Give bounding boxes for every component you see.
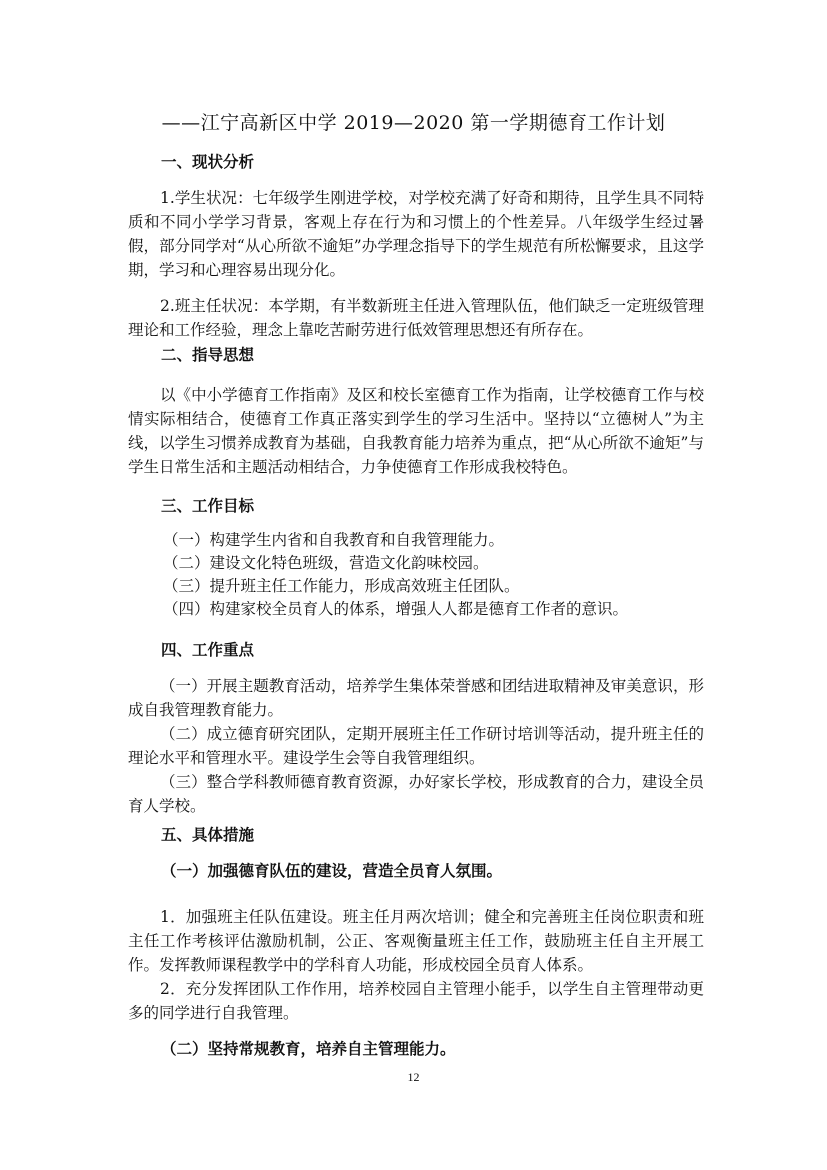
list-item: （三）提升班主任工作能力，形成高效班主任团队。 <box>163 577 520 595</box>
subsection-heading-team: （一）加强德育队伍的建设，营造全员育人氛围。 <box>161 861 503 880</box>
paragraph: 1．加强班主任队伍建设。班主任月两次培训；健全和完善班主任岗位职责和班主任工作考核评估激励机制，公正、客观衡量班主任工作，鼓励班主任自主开展工作。发挥教师课程教学中的学科育人功能，形成校园全员育人体系。 <box>128 908 704 974</box>
paragraph: （二）成立德育研究团队，定期开展班主任工作研讨培训等活动，提升班主任的理论水平和管理水平。建设学生会等自我管理组织。 <box>128 725 704 767</box>
list-item: （四）构建家校全员育人的体系，增强人人都是德育工作者的意识。 <box>163 600 629 618</box>
section-heading-status: 一、现状分析 <box>161 152 255 171</box>
paragraph: 1.学生状况：七年级学生刚进学校，对学校充满了好奇和期待，且学生具不同特质和不同小学学习背景，客观上存在行为和习惯上的个性差异。八年级学生经过暑假，部分同学对“从心所欲不逾矩”办学理念指导下的学生规范有所松懈要求，且这学期，学习和心理容易出现分化。 <box>128 189 704 279</box>
paragraph: 2．充分发挥团队工作作用，培养校园自主管理小能手，以学生自主管理带动更多的同学进行自我管理。 <box>128 980 704 1022</box>
subsection-body-team <box>128 905 704 1025</box>
paragraph: （一）开展主题教育活动，培养学生集体荣誉感和团结进取精神及审美意识，形成自我管理教育能力。 <box>128 677 704 719</box>
list-item: （一）构建学生内省和自我教育和自我管理能力。 <box>163 531 505 549</box>
section-body-focus <box>128 674 704 818</box>
paragraph: 以《中小学德育工作指南》及区和校长室德育工作为指南，让学校德育工作与校情实际相结合，使德育工作真正落实到学生的学习生活中。坚持以“立德树人”为主线，以学生习惯养成教育为基础，自我教育能力培养为重点，把“从心所欲不逾矩”与学生日常生活和主题活动相结合，力争使德育工作形成我校特色。 <box>128 386 704 476</box>
section-body-goals <box>128 529 704 621</box>
document-title: ——江宁高新区中学 2019—2020 第一学期德育工作计划 <box>161 112 666 134</box>
section-body-guiding-thought <box>128 383 704 479</box>
paragraph: 2.班主任状况：本学期，有半数新班主任进入管理队伍，他们缺乏一定班级管理理论和工作经验，理念上靠吃苦耐劳进行低效管理思想还有所存在。 <box>128 297 704 339</box>
section-heading-goals: 三、工作目标 <box>161 496 255 515</box>
section-body-status <box>128 186 704 342</box>
list-item: （二）建设文化特色班级，营造文化韵味校园。 <box>163 554 489 572</box>
section-heading-guiding-thought: 二、指导思想 <box>161 345 255 364</box>
section-heading-focus: 四、工作重点 <box>161 640 255 659</box>
section-heading-measures: 五、具体措施 <box>161 825 255 844</box>
page-number: 12 <box>407 1070 420 1084</box>
paragraph: （三）整合学科教师德育教育资源，办好家长学校，形成教育的合力，建设全员育人学校。 <box>128 773 704 815</box>
subsection-heading-routine: （二）坚持常规教育，培养自主管理能力。 <box>161 1039 456 1058</box>
